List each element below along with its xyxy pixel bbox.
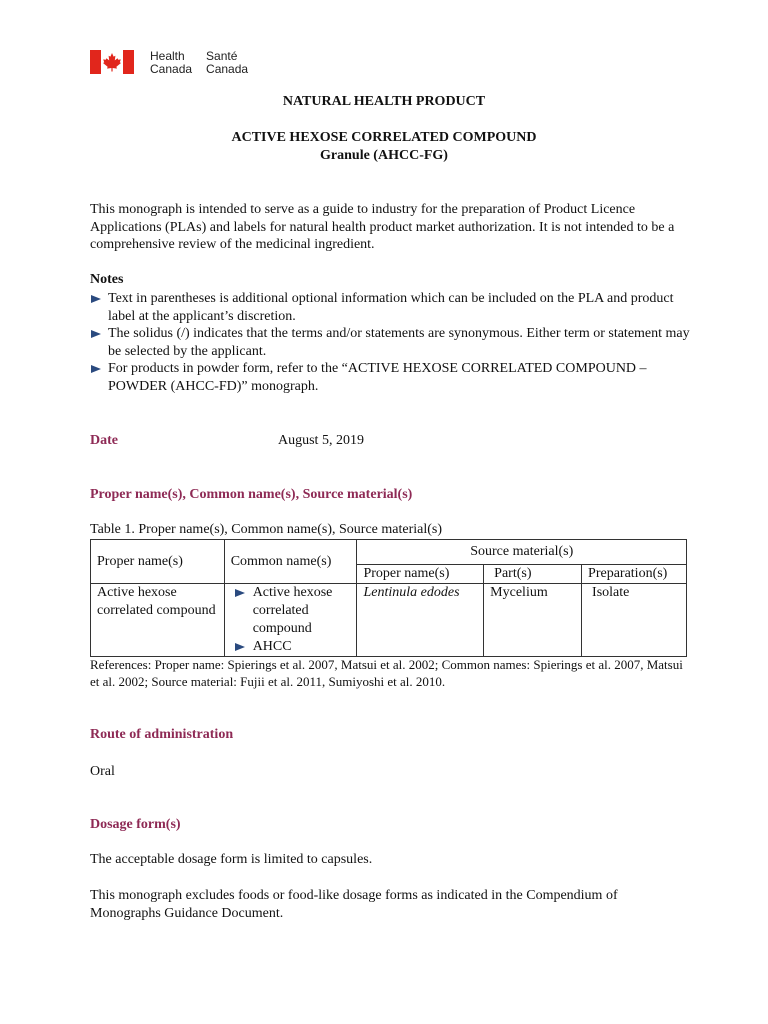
intro-paragraph: This monograph is intended to serve as a guide to industry for the preparation of Product Licence Applications (PLAs) and labels for natural health product market authorization. It is not intended to be a comprehensive review of the medicinal ingredient. [90, 202, 675, 252]
arrow-bullet-icon [91, 295, 101, 303]
notes-title: Notes [90, 272, 124, 287]
arrow-bullet-icon [91, 330, 101, 338]
header-common-name: Common name(s) [224, 540, 357, 584]
table-caption: Table 1. Proper name(s), Common name(s), Source material(s) [90, 522, 443, 537]
table-row [91, 584, 687, 657]
note-text: For products in powder form, refer to the “ACTIVE HEXOSE CORRELATED COMPOUND – POWDER (AHCC-FD)” monograph. [108, 361, 647, 394]
health-canada-logo [90, 50, 262, 76]
subheader-part: Part(s) [484, 565, 582, 584]
date-heading: Date [90, 433, 118, 448]
common-name-text: AHCC [252, 639, 292, 654]
source-material-table [90, 539, 687, 657]
note-text: The solidus (/) indicates that the terms and/or statements are synonymous. Either term or statement may be selected by the applicant. [108, 326, 690, 359]
dosage-paragraph-1: The acceptable dosage form is limited to capsules. [90, 852, 373, 867]
logo-wordmark [150, 50, 262, 76]
note-item [90, 360, 690, 395]
dosage-heading: Dosage form(s) [90, 817, 181, 832]
header-proper-name: Proper name(s) [91, 540, 225, 584]
note-item [90, 325, 690, 360]
subheader-preparation: Preparation(s) [582, 565, 687, 584]
common-name-text: Active hexose correlated compound [252, 585, 333, 636]
note-item [90, 290, 690, 325]
common-name-item [231, 584, 351, 638]
cell-proper-name: Active hexose correlated compound [91, 584, 225, 657]
notes-list [90, 290, 690, 395]
table-header-row [91, 540, 687, 565]
date-value: August 5, 2019 [278, 433, 364, 448]
arrow-bullet-icon [235, 589, 245, 597]
references-text: References: Proper name: Spierings et al. 2007, Matsui et al. 2002; Common names: Spierings et al. 2007, Matsui et al. 2002; Source material: Fujii et al. 2011, Sumiyoshi et al. 2010. [90, 657, 683, 689]
arrow-bullet-icon [235, 643, 245, 651]
cell-common-names [224, 584, 357, 657]
arrow-bullet-icon [91, 365, 101, 373]
header-source-material: Source material(s) [357, 540, 687, 565]
canada-flag-icon [90, 50, 134, 74]
cell-source-proper-name: Lentinula edodes [357, 584, 484, 657]
logo-fr-line2: Canada [206, 62, 249, 76]
dosage-paragraph-2: This monograph excludes foods or food-like dosage forms as indicated in the Compendium of Monographs Guidance Document. [90, 888, 618, 921]
route-value: Oral [90, 764, 115, 779]
document-title: NATURAL HEALTH PRODUCT [282, 94, 486, 109]
proper-names-heading: Proper name(s), Common name(s), Source material(s) [90, 487, 413, 502]
document-subtitle-line1: ACTIVE HEXOSE CORRELATED COMPOUND [231, 130, 537, 145]
common-name-item [231, 638, 351, 656]
cell-preparation: Isolate [582, 584, 687, 657]
logo-en-line1: Health [150, 49, 185, 63]
note-text: Text in parentheses is additional optional information which can be included on the PLA and product label at the applicant’s discretion. [108, 291, 674, 324]
logo-en-line2: Canada [150, 62, 193, 76]
cell-part: Mycelium [484, 584, 582, 657]
subheader-proper-name: Proper name(s) [357, 565, 484, 584]
document-subtitle-line2: Granule (AHCC-FG) [320, 148, 448, 163]
route-heading: Route of administration [90, 727, 234, 742]
logo-fr-line1: Santé [206, 49, 238, 63]
